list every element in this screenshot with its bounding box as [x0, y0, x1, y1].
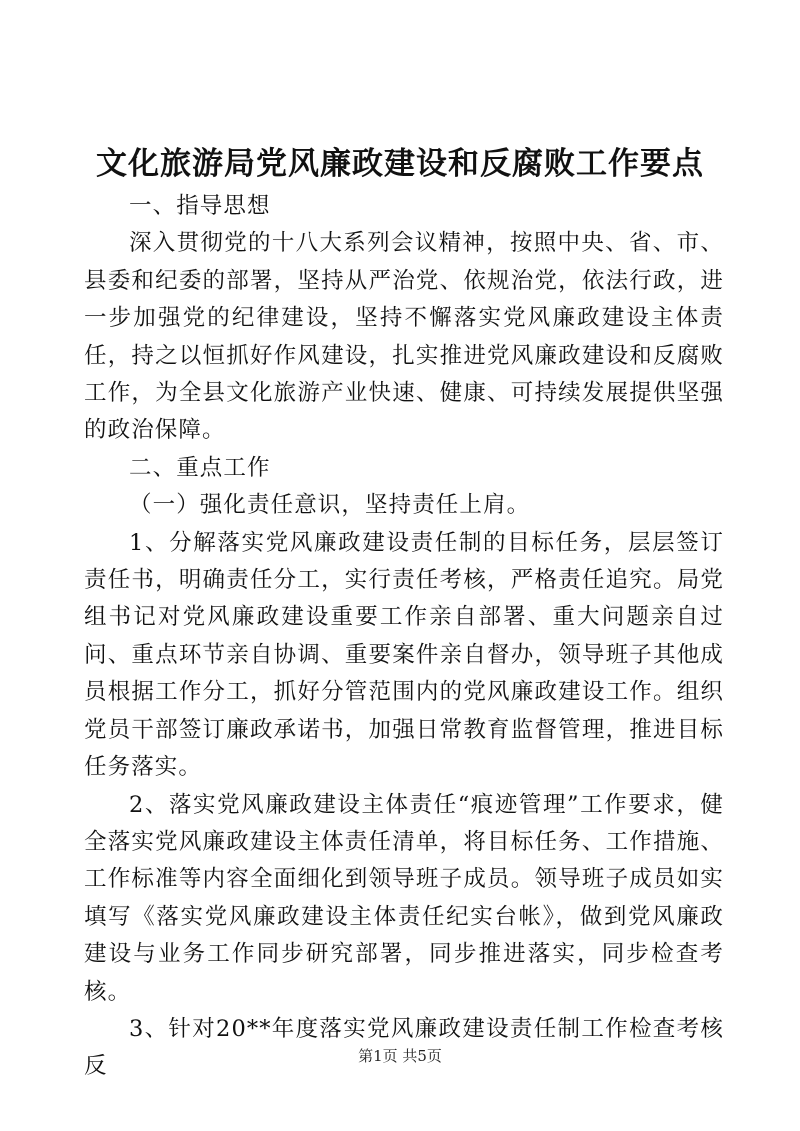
paragraph-item-2: 2、落实党风廉政建设主体责任“痕迹管理”工作要求，健全落实党风廉政建设主体责任清单，将目标任务、工作措施、工作标准等内容全面细化到领导班子成员。领导班子成员如实填写《落实党风廉政建设主体责任纪实台帐》，做到党风廉政建设与业务工作同步研究部署，同步推进落实，同步检查考核。: [84, 791, 724, 1005]
paragraph-item-1: 1、分解落实党风廉政建设责任制的目标任务，层层签订责任书，明确责任分工，实行责任考核，严格责任追究。局党组书记对党风廉政建设重要工作亲自部署、重大问题亲自过问、重点环节亲自协调、重要案件亲自督办，领导班子其他成员根据工作分工，抓好分管范围内的党风廉政建设工作。组织党员干部签订廉政承诺书，加强日常教育监督管理，推进目标任务落实。: [84, 529, 724, 781]
subsection-heading-responsibility: （一）强化责任意识，坚持责任上肩。: [129, 492, 531, 519]
page-number-footer: 第1页 共5页: [358, 1047, 442, 1065]
paragraph-guiding-ideology: 深入贯彻党的十八大系列会议精神，按照中央、省、市、县委和纪委的部署，坚持从严治党、依规治党，依法行政，进一步加强党的纪律建设，坚持不懈落实党风廉政建设主体责任，持之以恒抓好作风建设，扎实推进党风廉政建设和反腐败工作，为全县文化旅游产业快速、健康、可持续发展提供坚强的政治保障。: [84, 230, 724, 444]
paragraph-item-3: 3、针对20**年度落实党风廉政建设责任制工作检查考核反: [84, 1015, 724, 1080]
section-heading-key-work: 二、重点工作: [129, 454, 271, 481]
document-body: [84, 188, 724, 1086]
section-heading-guiding-ideology: 一、指导思想: [129, 193, 271, 219]
document-title: 文化旅游局党风廉政建设和反腐败工作要点: [96, 146, 704, 182]
